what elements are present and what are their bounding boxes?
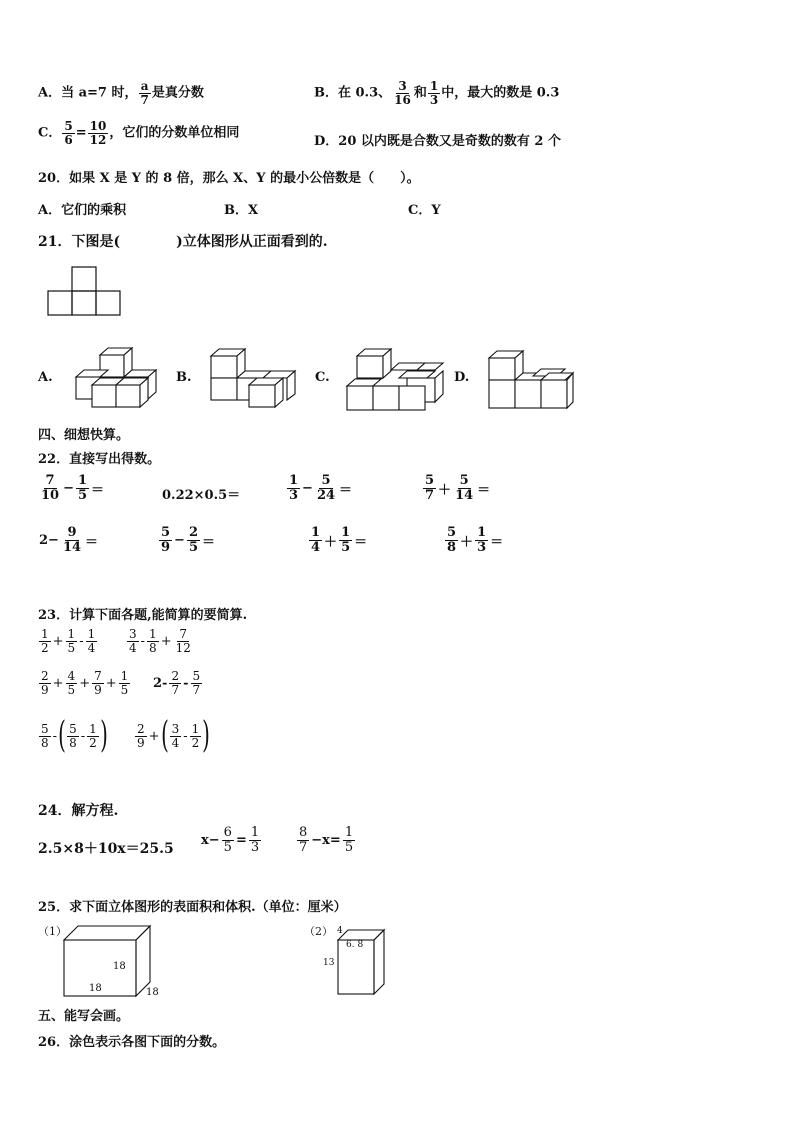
q20-option-c: C．Y	[408, 203, 441, 218]
q22-expr-3: $\frac{1}{3}$ − $\frac{5}{24}$ ＝	[289, 473, 353, 503]
cube-solid-figure	[62, 924, 158, 1000]
section-5-title: 五、能写会画。	[38, 1009, 130, 1024]
q21-option-d: D.	[454, 370, 470, 385]
q23-expr-6: $\frac{2}{9}$ +( $\frac{3}{4}$ - $\frac{1}{2}$ )	[137, 715, 211, 756]
cuboid-solid-figure	[336, 928, 388, 998]
q23-expr-3: $\frac{2}{9}$ + $\frac{4}{5}$ + $\frac{7}{9}$ + $\frac{1}{5}$	[41, 669, 129, 697]
q22-expr-5: 2− $\frac{9}{14}$ ＝	[39, 525, 99, 555]
q22-expr-8: $\frac{5}{8}$ ＋ $\frac{1}{3}$ ＝	[447, 525, 504, 555]
q24-equation-2: x− $\frac{6}{5}$ = $\frac{1}{3}$	[201, 825, 260, 855]
front-view-figure	[48, 266, 122, 316]
cube-dim-height: 18	[113, 961, 126, 972]
cuboid-dim-width: 4	[337, 926, 343, 936]
cube-dim-width: 18	[146, 987, 159, 998]
q19-option-c: C． $\frac{5}{6}$ = $\frac{10}{12}$ ，它们的分数单位相同	[38, 119, 240, 147]
cuboid-dim-height: 13	[323, 958, 335, 968]
q25-fig1-label: （1）	[38, 925, 67, 938]
q22-stem: 22．直接写出得数。	[38, 452, 161, 467]
q20-option-b: B．X	[224, 203, 259, 218]
section-4-title: 四、细想快算。	[38, 428, 130, 443]
q21-option-b: B.	[176, 370, 192, 385]
cube-figure-c	[345, 348, 445, 414]
q23-expr-5: $\frac{5}{8}$ -( $\frac{5}{8}$ - $\frac{1}{2}$ )	[41, 715, 108, 756]
q21-stem: 21．下图是( )立体图形从正面看到的.	[38, 234, 328, 250]
fraction: $\frac{5}{6}$	[64, 119, 73, 147]
q23-expr-1: $\frac{1}{2}$ + $\frac{1}{5}$ - $\frac{1}{4}$	[41, 627, 96, 655]
q20-stem: 20．如果 X 是 Y 的 8 倍，那么 X、Y 的最小公倍数是（ ）。	[38, 171, 420, 186]
q22-expr-4: $\frac{5}{7}$ ＋ $\frac{5}{14}$ ＝	[425, 473, 491, 503]
q20-option-a: A．它们的乘积	[38, 203, 127, 218]
q25-fig2-label: （2）	[304, 925, 333, 938]
q25-stem: 25．求下面立体图形的表面积和体积.（单位：厘米）	[38, 900, 347, 915]
q19-option-b: B．在 0.3、 $\frac{3}{16}$ 和 $\frac{1}{3}$ 中，最大的数是 0.3	[314, 79, 560, 107]
fraction: $\frac{10}{12}$	[89, 119, 107, 147]
cuboid-dim-length: 6. 8	[346, 940, 364, 950]
fraction: $\frac{1}{3}$	[429, 79, 439, 107]
cube-dim-length: 18	[89, 983, 102, 994]
q22-expr-2: 0.22×0.5＝	[162, 488, 241, 503]
cube-figure-d	[485, 350, 577, 412]
q21-option-c: C.	[315, 370, 330, 385]
fraction: $\frac{3}{16}$	[394, 79, 411, 107]
q22-expr-6: $\frac{5}{9}$ − $\frac{2}{5}$ ＝	[161, 525, 216, 555]
q19-option-a: A．当 a=7 时， $\frac{a}{7}$ 是真分数	[38, 79, 204, 107]
q24-equation-3: $\frac{8}{7}$ −x= $\frac{1}{5}$	[299, 825, 354, 855]
cube-figure-b	[207, 348, 299, 410]
cube-figure-a	[70, 345, 162, 411]
q22-expr-1: $\frac{7}{10}$ − $\frac{1}{5}$ ＝	[41, 473, 105, 503]
q21-option-a: A.	[38, 370, 53, 385]
q24-stem: 24．解方程.	[38, 803, 119, 819]
q23-expr-2: $\frac{3}{4}$ - $\frac{1}{8}$ + $\frac{7}{12}$	[129, 627, 191, 655]
q26-stem: 26．涂色表示各图下面的分数。	[38, 1035, 226, 1050]
q19-option-d: D．20 以内既是合数又是奇数的数有 2 个	[314, 134, 561, 149]
q22-expr-7: $\frac{1}{4}$ ＋ $\frac{1}{5}$ ＝	[311, 525, 368, 555]
q24-equation-1: 2.5×8＋10x＝25.5	[38, 841, 174, 857]
q23-expr-4: 2- $\frac{2}{7}$ - $\frac{5}{7}$	[153, 669, 201, 697]
fraction: $\frac{a}{7}$	[140, 79, 149, 107]
q23-stem: 23．计算下面各题,能简算的要简算.	[38, 608, 248, 623]
